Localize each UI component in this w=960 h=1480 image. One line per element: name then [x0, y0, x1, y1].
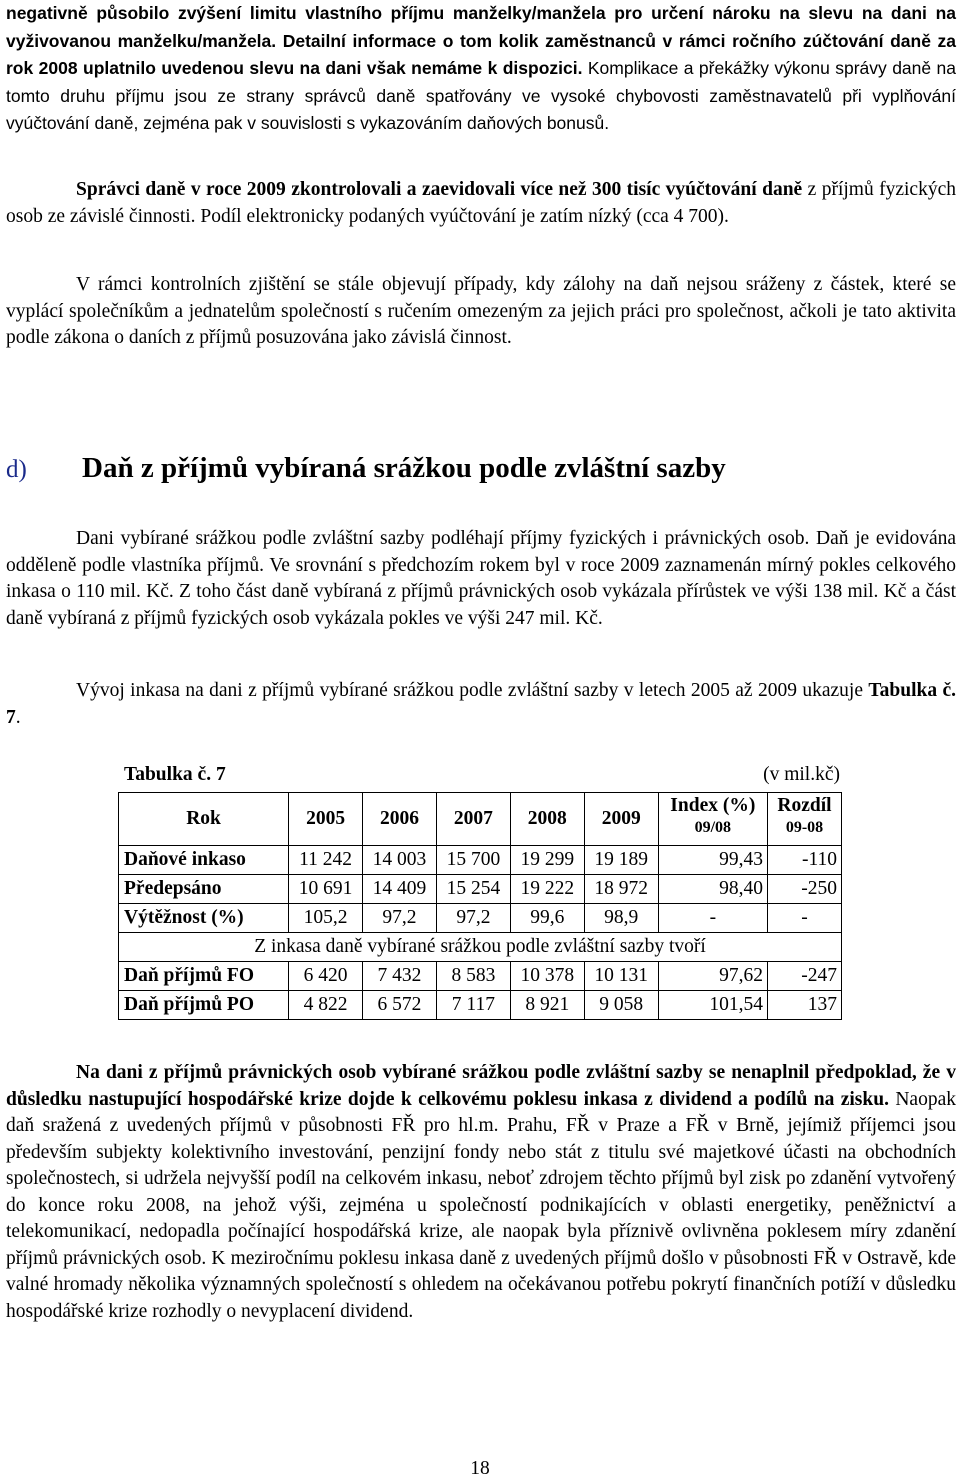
table-cell: 6 420	[289, 962, 363, 991]
paragraph-1	[6, 0, 956, 138]
index-cell: -	[658, 904, 767, 933]
difference-cell: -250	[768, 875, 842, 904]
difference-cell: -247	[768, 962, 842, 991]
table-cell: 19 299	[510, 846, 584, 875]
table-cell: 19 222	[510, 875, 584, 904]
paragraph-6	[6, 1060, 956, 1325]
table-cell: 8 583	[436, 962, 510, 991]
header-difference	[768, 793, 842, 846]
table-caption: Tabulka č. 7	[124, 764, 226, 785]
difference-cell: 137	[768, 991, 842, 1020]
data-table	[118, 792, 842, 1020]
section-letter: d)	[6, 456, 27, 483]
section-heading	[6, 452, 956, 492]
row-label: Předepsáno	[119, 875, 289, 904]
span-row-text: Z inkasa daně vybírané srážkou podle zvláštní sazby tvoří	[119, 933, 842, 962]
row-label: Daň příjmů FO	[119, 962, 289, 991]
paragraph-1-text: Komplikace a překážky výkonu správy daně na tomto druhu příjmu jsou ze strany správců daně spatřovány ve vysoké chybovosti zaměstnavatelů při vyplňování vyúčtování daně, zejména pak v souvislosti s vykazováním daňových bonusů.	[6, 58, 957, 133]
table-header-row	[119, 793, 842, 846]
paragraph-3: V rámci kontrolních zjištění se stále objevují případy, kdy zálohy na daň nejsou sráženy z částek, které se vyplácí společníkům a jednatelům společností s ručením omezeným za jejich práci pro společnost, ačkoli je tato aktivita podle zákona o daních z příjmů posuzována jako závislá činnost.	[6, 274, 956, 348]
table-cell: 8 921	[510, 991, 584, 1020]
index-cell: 98,40	[658, 875, 767, 904]
table-cell: 98,9	[584, 904, 658, 933]
table-row	[119, 962, 842, 991]
header-year: 2007	[436, 793, 510, 846]
paragraph-2	[6, 177, 956, 230]
table-caption-row	[124, 764, 840, 788]
table-cell: 105,2	[289, 904, 363, 933]
page-number: 18	[470, 1458, 490, 1479]
table-unit: (v mil.kč)	[763, 764, 840, 785]
table-cell: 14 003	[363, 846, 437, 875]
table-cell: 4 822	[289, 991, 363, 1020]
table-row	[119, 991, 842, 1020]
header-index	[658, 793, 767, 846]
table-cell: 19 189	[584, 846, 658, 875]
table-span-row	[119, 933, 842, 962]
paragraph-2-bold: Správci daně v roce 2009 zkontrolovali a zaevidovali více než 300 tisíc vyúčtování daně	[76, 179, 803, 200]
paragraph-6-bold: Na dani z příjmů právnických osob vybírané srážkou podle zvláštní sazby se nenaplnil předpoklad, že v důsledku nastupující hospodářské krize dojde k celkovému poklesu inkasa z dividend a podílů na zisku.	[6, 1062, 956, 1110]
header-index-label: Index (%)	[670, 795, 756, 816]
header-difference-label: Rozdíl	[777, 795, 832, 816]
table-cell: 99,6	[510, 904, 584, 933]
difference-cell: -110	[768, 846, 842, 875]
index-cell: 97,62	[658, 962, 767, 991]
table-cell: 11 242	[289, 846, 363, 875]
table-cell: 6 572	[363, 991, 437, 1020]
table-row	[119, 904, 842, 933]
table-cell: 10 691	[289, 875, 363, 904]
header-difference-sub: 09-08	[785, 819, 824, 836]
table-reference: Tabulka č. 7	[6, 680, 957, 728]
paragraph-4: Dani vybírané srážkou podle zvláštní sazby podléhají příjmy fyzických i právnických osob. Daň je evidována odděleně podle vlastníka příjmů. Ve srovnání s předchozím rokem byl v roce 2009 zaznamenán mírný pokles celkového inkasa o 110 mil. Kč. Z toho část daně vybíraná z příjmů právnických osob vykázala přírůstek ve výši 138 mil. Kč a část daně vybíraná z příjmů fyzických osob vykázala pokles ve výši 247 mil. Kč.	[6, 528, 956, 629]
difference-cell: -	[768, 904, 842, 933]
table-cell: 9 058	[584, 991, 658, 1020]
row-label: Daňové inkaso	[119, 846, 289, 875]
table-cell: 7 432	[363, 962, 437, 991]
header-index-sub: 09/08	[694, 819, 732, 836]
header-year: 2009	[584, 793, 658, 846]
row-label: Daň příjmů PO	[119, 991, 289, 1020]
paragraph-5	[6, 678, 956, 731]
paragraph-5-text: Vývoj inkasa na dani z příjmů vybírané srážkou podle zvláštní sazby v letech 2005 až 2009 ukazuje	[76, 680, 869, 701]
paragraph-2-text: z příjmů fyzických osob ze závislé činnosti. Podíl elektronicky podaných vyúčtování je zatím nízký (cca 4 700).	[6, 179, 956, 227]
header-year: 2008	[510, 793, 584, 846]
table-cell: 97,2	[436, 904, 510, 933]
table-cell: 10 131	[584, 962, 658, 991]
header-rok: Rok	[119, 793, 289, 846]
paragraph-1-bold: negativně působilo zvýšení limitu vlastního příjmu manželky/manžela pro určení nároku na slevu na dani na vyživovanou manželku/manžela. Detailní informace o tom kolik zaměstnanců v rámci ročního zúčtování daně za rok 2008 uplatnilo uvedenou slevu na dani však nemáme k dispozici.	[6, 3, 956, 78]
table-cell: 97,2	[363, 904, 437, 933]
section-title: Daň z příjmů vybíraná srážkou podle zvláštní sazby	[82, 452, 726, 484]
header-year: 2006	[363, 793, 437, 846]
table-cell: 7 117	[436, 991, 510, 1020]
table-cell: 18 972	[584, 875, 658, 904]
index-cell: 99,43	[658, 846, 767, 875]
paragraph-6-text: Naopak daň sražená z uvedených příjmů v působnosti FŘ pro hl.m. Prahu, FŘ v Praze a FŘ v Brně, jejímiž příjemci jsou především subjekty kolektivního investování, penzijní fondy nebo stát z titulu své majetkové účasti na obchodních společnostech, si udržela nejvyšší podíl na celkovém inkasu, neboť zdrojem těchto příjmů byl zisk po zdanění vytvořený do konce roku 2008, na jehož výši, zejména u společností podnikajících v oblasti energetiky, peněžnictví a telekomunikací, nedopadla počínající hospodářská krize, ale naopak byla příznivě ovlivněna poklesem míry zdanění příjmů právnických osob. K meziročnímu poklesu inkasa daně z uvedených příjmů došlo v působnosti FŘ v Ostravě, kde valné hromady několika významných společností s ohledem na očekávanou potřebu pokrytí finančních potíží v důsledku hospodářské krize rozhodly o nevyplacení dividend.	[6, 1088, 956, 1322]
paragraph-5-end: .	[15, 706, 21, 728]
row-label: Výtěžnost (%)	[119, 904, 289, 933]
table-row	[119, 875, 842, 904]
index-cell: 101,54	[658, 991, 767, 1020]
table-cell: 10 378	[510, 962, 584, 991]
table-cell: 15 700	[436, 846, 510, 875]
table-cell: 14 409	[363, 875, 437, 904]
table-row	[119, 846, 842, 875]
table-cell: 15 254	[436, 875, 510, 904]
header-year: 2005	[289, 793, 363, 846]
